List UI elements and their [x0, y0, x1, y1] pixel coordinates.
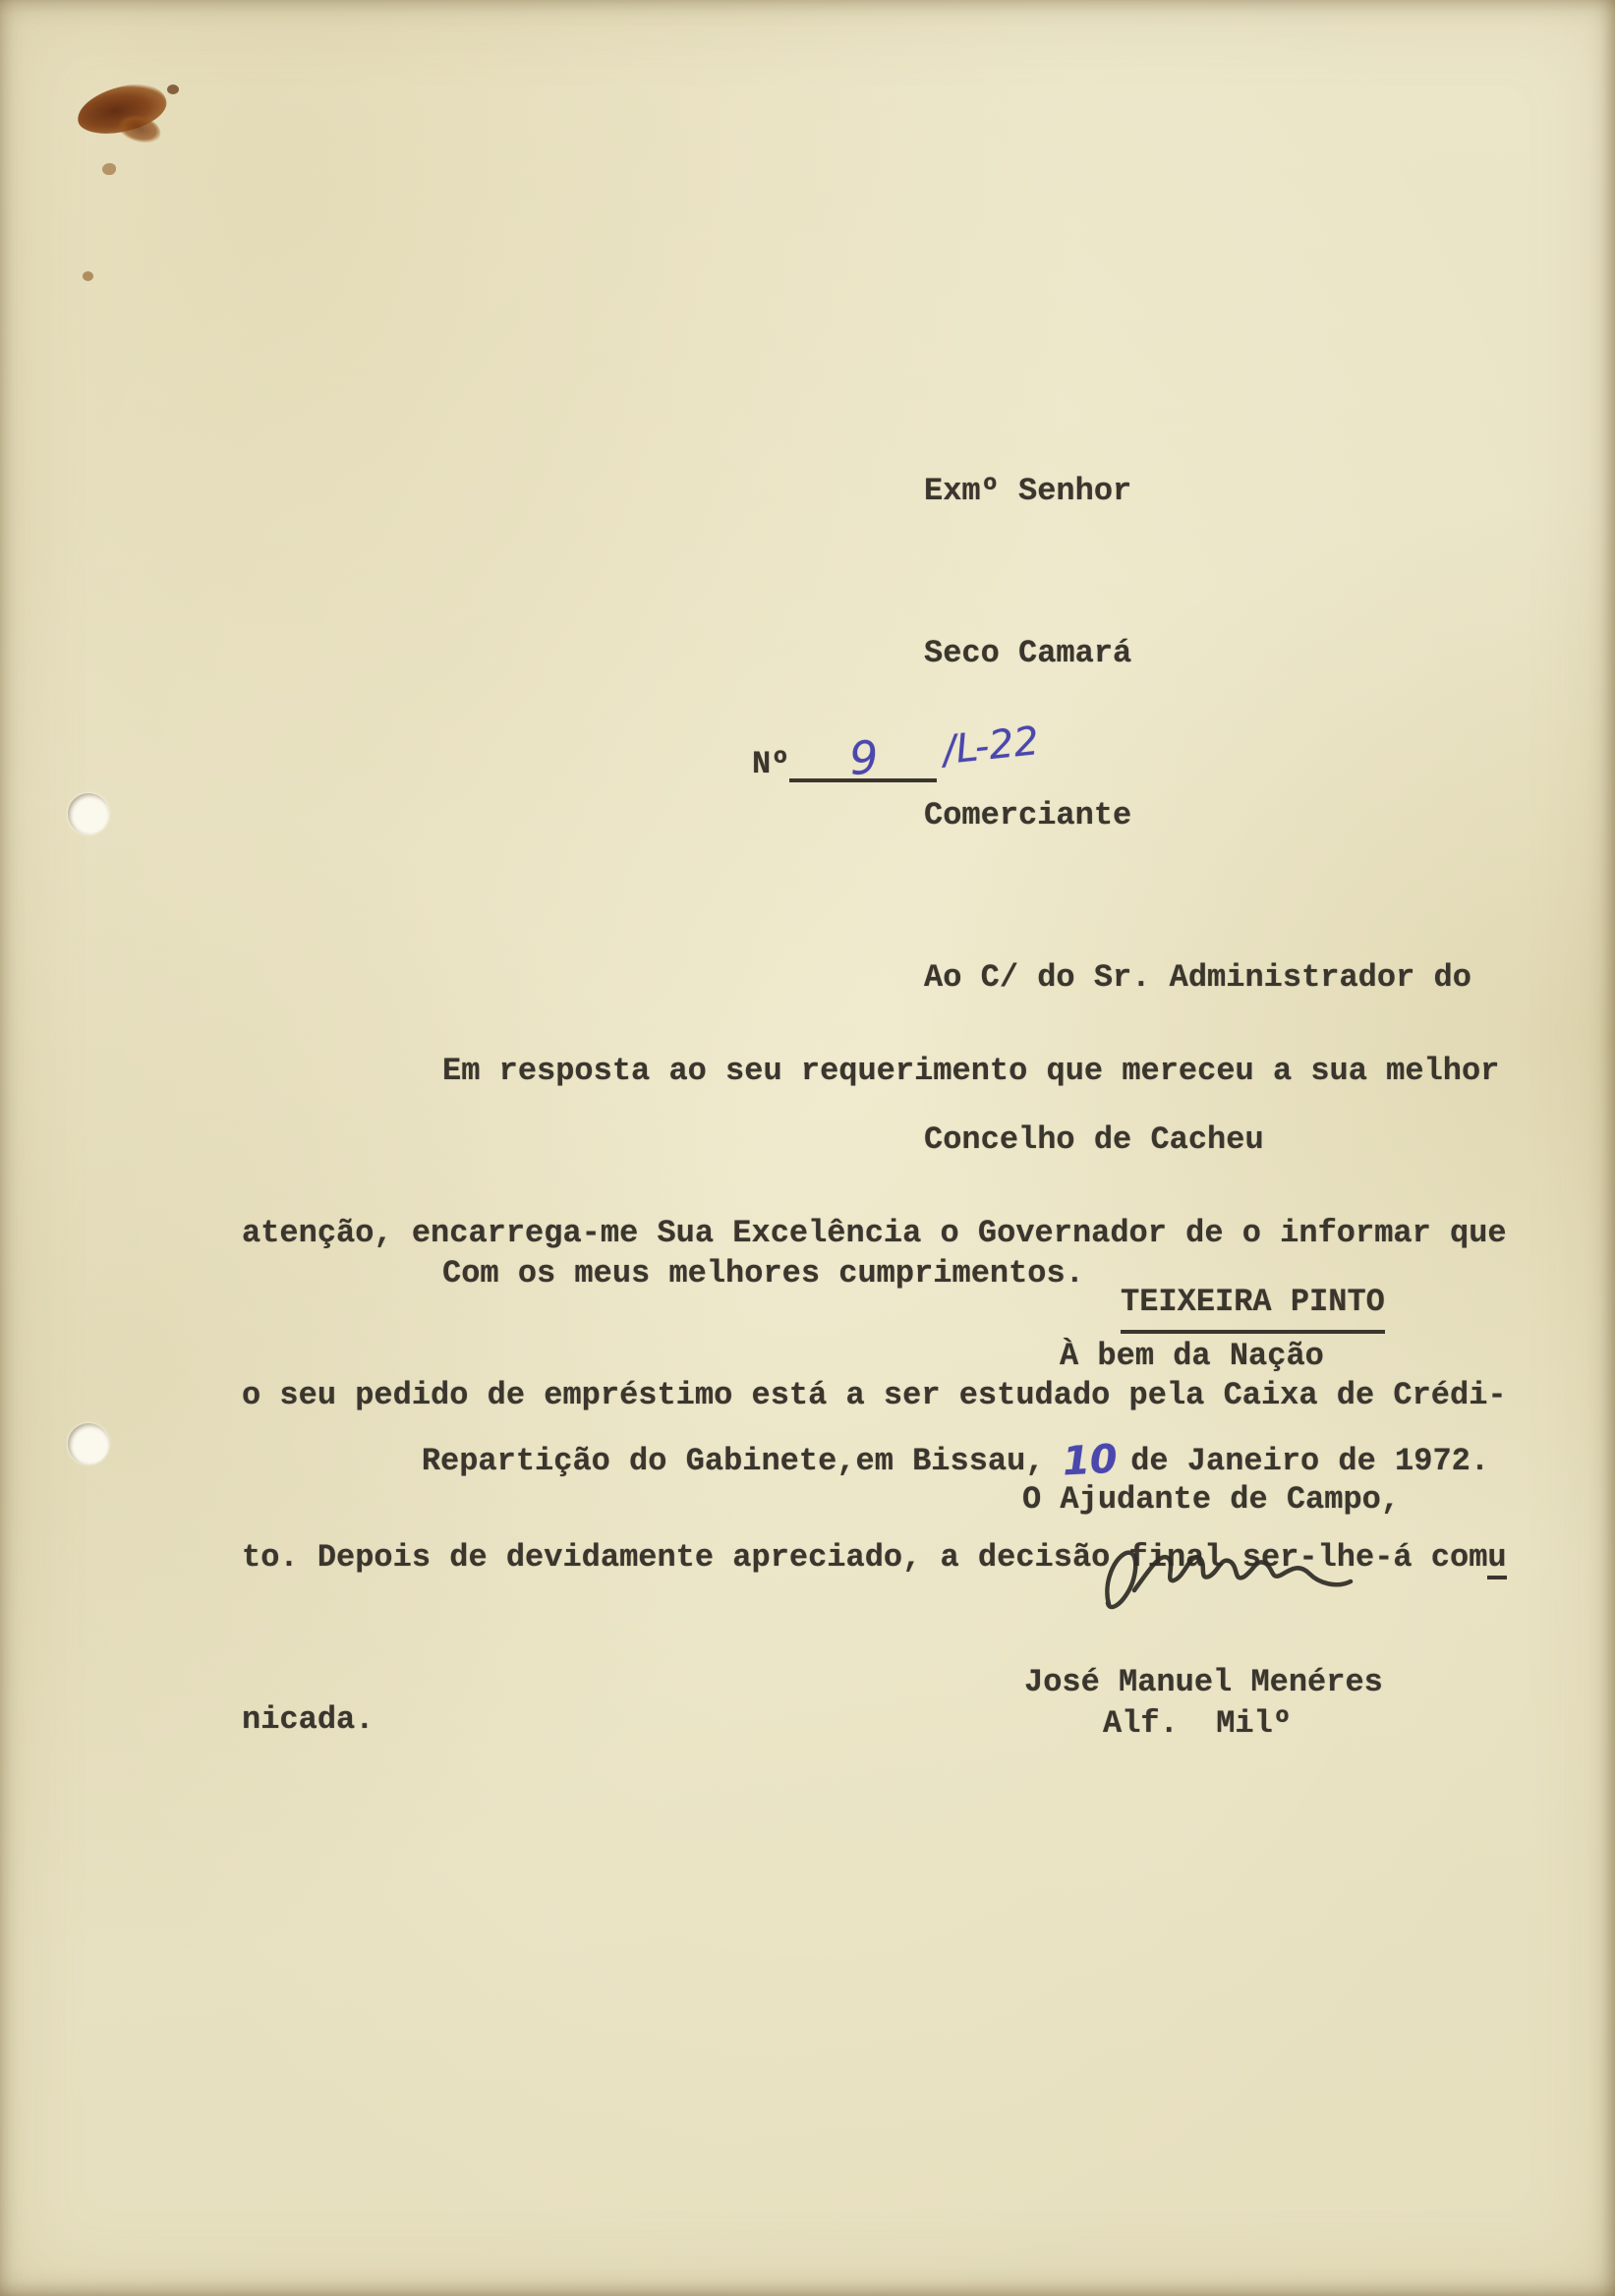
recipient-line: Concelho de Cacheu [924, 1121, 1264, 1158]
paper-speck [167, 85, 179, 94]
continuation-underline: u [1487, 1539, 1506, 1579]
recipient-line: Exmº Senhor [924, 473, 1132, 509]
role-line: O Ajudante de Campo, [1022, 1481, 1401, 1518]
body-line: Em resposta ao seu requerimento que mereceu a sua melhor [442, 1053, 1500, 1089]
signer-rank: Alf. Milº [1103, 1705, 1293, 1742]
reference-label: Nº [752, 746, 790, 782]
body-line: o seu pedido de empréstimo está a ser estudado pela Caixa de Crédi- [242, 1377, 1507, 1413]
recipient-line: Seco Camará [924, 635, 1132, 671]
recipient-city: TEIXEIRA PINTO [1121, 1275, 1385, 1334]
signature-scrawl [1093, 1525, 1368, 1636]
reference-underline [789, 729, 937, 785]
signature [1093, 1525, 1368, 1636]
reference-series-handwritten: /L-22 [941, 718, 1042, 774]
signer-name: José Manuel Menéres [1024, 1664, 1383, 1700]
motto-line: À bem da Nação [1060, 1338, 1324, 1374]
date-rest: de Janeiro de 1972. [1130, 1443, 1490, 1479]
body-line: nicada. [242, 1701, 375, 1738]
body-line: atenção, encarrega-me Sua Excelência o Governador de o informar que [242, 1215, 1507, 1251]
reference-number-handwritten: 9 [847, 730, 881, 785]
recipient-line: Ao C/ do Sr. Administrador do [924, 959, 1471, 996]
body-line-text: to. Depois de devidamente apreciado, a decisão final ser-lhe-á com [242, 1539, 1488, 1576]
paper-speck [102, 163, 116, 175]
date-place: Repartição do Gabinete,em Bissau, [421, 1443, 1045, 1479]
recipient-line: Comerciante [924, 797, 1132, 833]
punch-hole-bottom [68, 1423, 109, 1464]
paper-speck [83, 271, 93, 281]
handwritten-day: 10 [1061, 1436, 1119, 1485]
closing-line: Com os meus melhores cumprimentos. [442, 1255, 1084, 1292]
reference-line [752, 718, 1042, 788]
punch-hole-top [68, 793, 109, 834]
